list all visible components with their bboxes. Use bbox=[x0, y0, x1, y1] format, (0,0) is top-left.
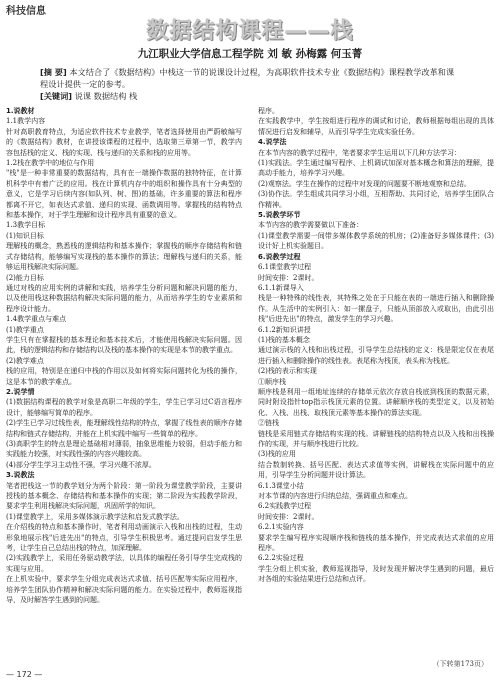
article-title: 数据结构课程——栈 bbox=[146, 19, 354, 44]
body-paragraph: 学生只有在掌握栈的基本理论和基本技术后，才能使用栈解决实际问题。因此，栈的逻辑结构和存储结构以及栈的基本操作的实现是本节的教学重点。 bbox=[6, 335, 242, 355]
keywords-line bbox=[40, 90, 460, 102]
body-paragraph: 对本节课的内容进行归纳总结，强调重点和难点。 bbox=[258, 492, 412, 501]
keywords-label: [关键词] bbox=[40, 91, 73, 101]
body-paragraph: (3)高职学生的特点是理论基础相对薄弱，抽象思维能力较弱，但动手能力和实践能力较强，对实践性强的内容兴趣较高。 bbox=[6, 440, 242, 459]
continued-note: （下转第173页） bbox=[432, 660, 488, 668]
abstract-text: 本文结合了《数据结构》中栈这一节的说课设计过程，为高职软件技术专业《数据结构》课程教学改革和课程设计提供一定的参考。 bbox=[40, 67, 455, 89]
body-paragraph: (2)学生已学习过线性表，能理解线性结构的特点，掌握了线性表的顺序存储结构和链式存储结构，并能在上机实践中编写一些简单的程序。 bbox=[6, 419, 242, 438]
body-paragraph: (1)知识目标 bbox=[6, 231, 44, 240]
body-paragraph: 在实践教学中，学生按组进行程序的调试和讨论，教师根据每组出现的具体情况进行启发和辅导，从而引导学生完成实验任务。 bbox=[258, 117, 494, 136]
body-paragraph: (2)栈的表示和实现 bbox=[258, 367, 317, 376]
body-paragraph: 在上机实验中，要求学生分组完成表达式求值、括号匹配等实际应用程序，培养学生团队协作精神和解决实际问题的能力。在实验过程中，教师巡视指导，及时解答学生遇到的问题。 bbox=[6, 575, 242, 605]
body-paragraph: 6.1.1新课导入 bbox=[258, 283, 304, 292]
body-paragraph: 时间安排：2课时。 bbox=[258, 273, 319, 282]
body-paragraph: 要求学生编写程序实现顺序栈和链栈的基本操作，并完成表达式求值的应用程序。 bbox=[258, 533, 494, 553]
body-paragraph: 6.2.1实验内容 bbox=[258, 523, 304, 532]
section-heading: 5.说教学环节 bbox=[258, 211, 301, 220]
body-paragraph: (2)实践教学上，采用任务驱动教学法，以具体的编程任务引导学生完成栈的实现与应用。 bbox=[6, 554, 242, 573]
body-paragraph: ②链栈 bbox=[258, 419, 279, 428]
page-number: — 172 — bbox=[6, 670, 43, 679]
body-paragraph: 1.2栈在教学中的地位与作用 bbox=[6, 159, 95, 168]
right-column bbox=[258, 106, 494, 668]
body-paragraph: (1)教学重点 bbox=[6, 325, 44, 334]
left-column bbox=[6, 106, 242, 668]
body-paragraph: (1)课堂教学需要一间带多媒体教学系统的机房；(2)准备好多媒体课件；(3)设计好上机实验题目。 bbox=[258, 231, 494, 251]
body-paragraph: "栈"是一种非常重要的数据结构，具有在一端操作数据的独特特征，在计算机科学中有着广泛的应用。栈在计算机内存中的组织和操作具有十分典型的意义，它是学习后续内容(如队列、树、图)的基础，许多重要的算法和程序都离不开它，如表达式求值、递归的实现、函数调用等。掌握栈的结构特点和基本操作，对于学生理解和设计程序具有重要的意义。 bbox=[6, 169, 242, 220]
body-paragraph: (1)数据结构课程的教学对象是高职二年级的学生，学生已学习过C语言程序设计，能够编写简单的程序。 bbox=[6, 398, 242, 417]
body-paragraph: (3)栈的应用 bbox=[258, 450, 296, 459]
body-paragraph: (1)实践法。学生通过编写程序、上机调试加深对基本概念和算法的理解，提高动手能力，培养学习兴趣。 bbox=[258, 159, 494, 178]
body-paragraph: (1)栈的基本概念 bbox=[258, 335, 310, 344]
section-heading: 4.说学法 bbox=[258, 138, 287, 147]
body-paragraph: 1.1教学内容 bbox=[6, 117, 46, 126]
body-paragraph: 通过对栈的应用实例的讲解和实践，培养学生分析问题和解决问题的能力，以及使用栈这种数据结构解决实际问题的能力，从而培养学生的专业素质和程序设计能力。 bbox=[6, 283, 242, 313]
body-paragraph: 1.3教学目标 bbox=[6, 221, 46, 230]
body-paragraph: (3)协作法。学生组成共同学习小组，互相帮助、共同讨论，培养学生团队合作精神。 bbox=[258, 190, 494, 209]
body-paragraph: 通过演示栈的入栈和出栈过程，引导学生总结栈的定义：栈是限定仅在表尾进行插入和删除操作的线性表。表尾称为栈顶，表头称为栈底。 bbox=[258, 346, 494, 365]
section-heading: 6.说教学过程 bbox=[258, 252, 301, 261]
body-paragraph: 顺序栈是利用一组地址连续的存储单元依次存放自栈底到栈顶的数据元素，同时附设指针top指示栈顶元素的位置。讲解顺序栈的类型定义，以及初始化、入栈、出栈、取栈顶元素等基本操作的算法实现。 bbox=[258, 387, 494, 417]
body-paragraph: (4)部分学生学习主动性不强，学习兴趣不浓厚。 bbox=[6, 460, 156, 469]
body-paragraph: 程序。 bbox=[258, 107, 279, 115]
body-paragraph: 理解栈的概念，熟悉栈的逻辑结构和基本操作；掌握栈的顺序存储结构和链式存储结构，能够编写实现栈的基本操作的算法；理解栈与递归的关系，能够运用栈解决实际问题。 bbox=[6, 242, 242, 272]
body-paragraph: ①顺序栈 bbox=[258, 377, 286, 386]
body-paragraph: 在本节内容的教学过程中，笔者要求学生运用以下几种方法学习： bbox=[258, 148, 461, 157]
body-paragraph: 学生分组上机实验，教师巡视指导，及时发现并解决学生遇到的问题，最后对各组的实验结果进行总结和点评。 bbox=[258, 564, 494, 584]
body-paragraph: 本节内容的教学需要做以下准备： bbox=[258, 221, 363, 230]
body-paragraph: 结合数制转换、括号匹配、表达式求值等实例，讲解栈在实际问题中的应用，引导学生分析问题并设计算法。 bbox=[258, 460, 494, 480]
body-paragraph: 针对高职教育特点，为适应软件技术专业教学，笔者选择使用由严蔚敏编写的《数据结构》教材，在讲授该课程的过程中，选取第三章第一节，教学内容包括栈的定义、栈的实现、栈与递归的关系和栈的应用等。 bbox=[6, 127, 242, 157]
body-paragraph: 6.2实践教学过程 bbox=[258, 502, 312, 511]
body-paragraph: 时间安排：2课时。 bbox=[258, 512, 319, 521]
author-line: 九江职业大学信息工程学院 刘 敏 孙梅露 何玉菁 bbox=[137, 48, 363, 60]
body-paragraph: 6.1.3课堂小结 bbox=[258, 481, 304, 490]
section-heading: 1.说教材 bbox=[6, 107, 35, 115]
abstract-paragraph bbox=[40, 66, 460, 90]
section-heading: 2.说学情 bbox=[6, 387, 35, 396]
title-wrap bbox=[0, 14, 500, 45]
abstract-label: [摘 要] bbox=[40, 67, 67, 77]
body-paragraph: (2)教学难点 bbox=[6, 356, 44, 365]
body-paragraph: (2)能力目标 bbox=[6, 273, 44, 282]
journal-name: 科技信息 bbox=[6, 6, 46, 17]
keywords-text: 说课 数据结构 栈 bbox=[74, 91, 138, 101]
body-paragraph: 栈的应用，特别是在递归中栈的作用以及如何将实际问题转化为栈的操作，这是本节的教学难点。 bbox=[6, 367, 242, 386]
body-paragraph: 6.1课堂教学过程 bbox=[258, 263, 312, 272]
body-paragraph: 6.1.2新知识讲授 bbox=[258, 325, 311, 334]
section-heading: 3.说教法 bbox=[6, 471, 35, 480]
abstract-block bbox=[40, 66, 460, 102]
body-paragraph: 链栈是采用链式存储结构实现的栈。讲解链栈的结构特点以及入栈和出栈操作的实现，并与顺序栈进行比较。 bbox=[258, 429, 494, 448]
body-paragraph: 笔者把栈这一节的教学划分为两个阶段：第一阶段为课堂教学阶段，主要讲授栈的基本概念、存储结构和基本操作的实现；第二阶段为实践教学阶段，要求学生利用栈解决实际问题，巩固所学的知识。 bbox=[6, 481, 242, 511]
body-paragraph: 栈是一种特殊的线性表，其特殊之处在于只能在表的一端进行插入和删除操作。从生活中的实例引入：如一摞盘子，只能从顶部放入或取出，由此引出栈"后进先出"的特点，激发学生的学习兴趣。 bbox=[258, 294, 494, 324]
body-paragraph: (2)观察法。学生在操作的过程中对发现的问题要不断地观察和总结。 bbox=[258, 179, 471, 188]
body-paragraph: 1.4教学重点与难点 bbox=[6, 315, 67, 324]
body-paragraph: 在介绍栈的特点和基本操作时，笔者利用动画演示入栈和出栈的过程，生动形象地展示栈"后进先出"的特点，引导学生积极思考。通过提问启发学生思考，让学生自己总结出栈的特点，加深理解。 bbox=[6, 523, 242, 553]
body-paragraph: 6.2.2实验过程 bbox=[258, 554, 304, 563]
body-paragraph: (1)课堂教学上，采用多媒体演示教学法和启发式教学法。 bbox=[6, 512, 184, 521]
